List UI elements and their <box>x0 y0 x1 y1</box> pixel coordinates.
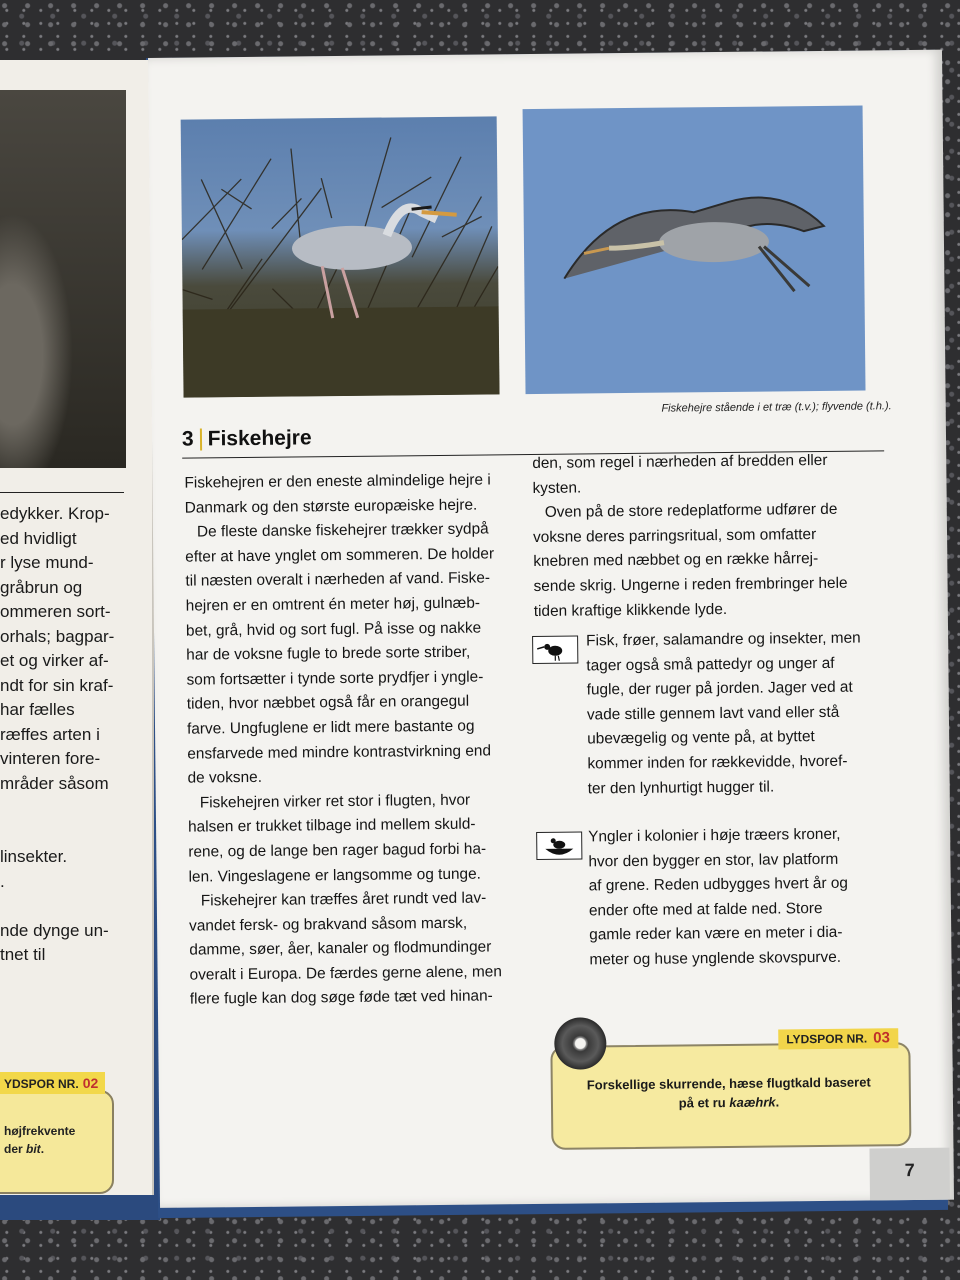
text-line: flere fugle kan dog søge føde tæt ved hinan- <box>189 987 493 1009</box>
left-text-line: linsekter. <box>0 847 68 866</box>
photo-caption: Fiskehejre stående i et træ (t.v.); flyvende (t.h.). <box>661 400 892 415</box>
sound-track-line-1: Forskellige skurrende, hæse flugtkald baseret <box>586 1074 871 1093</box>
bird-photo-left <box>0 90 126 468</box>
left-text-line: ndt for sin kraf- <box>0 675 114 695</box>
text-line: kysten. <box>532 479 582 497</box>
sound-text-left: højfrekvente der bit. <box>4 1124 76 1156</box>
text-line: sende skrig. Ungerne i reden frembringer hele <box>533 574 848 595</box>
text-line: Oven på de store redeplatforme udfører de <box>544 500 838 522</box>
text-line: rene, og de lange ben rager bagud forbi ha- <box>188 840 487 861</box>
text-line: fugle, der ruger på jorden. Jager ved at <box>586 678 853 699</box>
text-line: den, som regel i nærheden af bredden eller <box>532 451 828 472</box>
heron-in-flight-image <box>523 106 866 395</box>
left-text-line: edykker. Krop- <box>0 504 110 523</box>
nest-bird-icon <box>536 831 582 859</box>
left-text-line: tnet til <box>0 945 46 964</box>
heron-standing-photo <box>181 116 500 397</box>
left-text-line <box>0 821 140 846</box>
text-line: hejren er en omtrent én meter høj, gulnæb- <box>185 594 481 615</box>
right-page <box>148 50 954 1208</box>
cd-icon <box>554 1017 607 1070</box>
text-line: tiden, hvor næbbet også får en orangegul <box>186 693 470 713</box>
text-line: efter at have ynglet om sommeren. De holder <box>185 545 495 566</box>
left-text-line <box>0 796 140 821</box>
species-heading <box>182 426 312 451</box>
left-text-line: ræffes arten i <box>0 724 100 744</box>
heading-separator <box>200 428 202 450</box>
left-page-text <box>0 502 140 968</box>
text-line: Fiskehejren er den eneste almindelige hejre i <box>184 471 491 492</box>
page-number: 7 <box>869 1148 950 1201</box>
left-text-line: gråbrun og <box>0 577 83 597</box>
text-line: ubevægelig og vente på, at byttet <box>587 728 815 748</box>
text-line: gamle reder kan være en meter i dia- <box>589 924 843 944</box>
species-number: 3 <box>181 427 194 451</box>
sound-track-label: LYDSPOR NR. 03 <box>778 1028 898 1049</box>
text-line: knebren med næbbet og en række hårrej- <box>533 550 819 571</box>
left-text-line: ed hvidligt <box>0 528 77 548</box>
text-line: Danmark og den største europæiske hejre. <box>184 496 478 517</box>
left-text-line: r lyse mund- <box>0 553 94 572</box>
text-line: har de voksne fugle to brede sorte striber, <box>186 643 471 664</box>
text-line: damme, søer, åer, kanaler og flodmundinger <box>189 938 492 959</box>
heron-in-tree-image <box>181 116 500 397</box>
sound-track-line-2: på et ru kaæhrk. <box>678 1094 780 1111</box>
text-line: til næsten overalt i nærheden af vand. Fiske- <box>185 569 491 591</box>
left-text-line: et og virker af- <box>0 651 109 670</box>
text-line: Yngler i kolonier i høje træers kroner, <box>588 825 841 846</box>
text-line: voksne deres parringsritual, som omfatter <box>532 525 817 546</box>
text-line: tager også små pattedyr og unger af <box>586 654 835 675</box>
text-line: ender ofte med at falde ned. Store <box>588 899 823 920</box>
left-page <box>0 60 154 1195</box>
left-text-line: mråder såsom <box>0 773 109 793</box>
sound-track-description <box>551 1072 907 1114</box>
text-line: af grene. Reden udbygges hvert år og <box>588 874 849 895</box>
food-text <box>586 627 862 802</box>
left-text-line: . <box>0 871 5 891</box>
text-line: farve. Ungfuglene er lidt mere bastante og <box>186 717 475 738</box>
left-text-line: ommeren sort- <box>0 602 111 621</box>
text-line: halsen er trukket tilbage ind mellem skuld- <box>187 815 476 836</box>
text-line: ter den lynhurtigt hugger til. <box>587 778 775 797</box>
nesting-text <box>588 823 849 973</box>
text-line: de voksne. <box>187 768 263 787</box>
left-text-line: vinteren fore- <box>0 749 101 768</box>
species-title: Fiskehejre <box>207 426 312 451</box>
food-bird-icon <box>532 636 578 664</box>
text-line: vade stille gennem lavt vand eller stå <box>586 703 840 724</box>
text-line: hvor den bygger en stor, lav platform <box>588 850 839 871</box>
text-line: Fiskehejren virker ret stor i flugten, hvor <box>199 791 471 812</box>
text-line: ensfarvede med mindre kontrastvirkning end <box>187 741 492 763</box>
text-line: len. Vingeslagene er langsomme og tunge. <box>188 865 481 886</box>
text-line: bet, grå, hvid og sort fugl. På isse og nakke <box>185 619 482 640</box>
title-rule-left <box>0 492 124 493</box>
text-column-right <box>532 449 848 624</box>
text-line: kommer inden for rækkevidde, hvoref- <box>587 752 848 773</box>
text-column-left <box>184 468 502 1012</box>
text-line: tiden kraftige klikkende lyde. <box>533 600 728 620</box>
text-line: vandet fersk- og brakvand såsom marsk, <box>189 914 468 935</box>
text-line: Fisk, frøer, salamandre og insekter, men <box>586 629 861 650</box>
sound-track-label-left: YDSPOR NR. 02 <box>0 1072 105 1094</box>
left-text-line: nde dynge un- <box>0 920 109 940</box>
left-text-line: har fælles <box>0 700 75 719</box>
text-line: overalt i Europa. De færdes gerne alene, men <box>189 963 502 984</box>
text-line: Fiskehejrer kan træffes året rundt ved lav- <box>200 889 487 910</box>
text-line: De fleste danske fiskehejrer trækker sydpå <box>196 520 489 541</box>
left-text-line: orhals; bagpar- <box>0 626 115 646</box>
left-text-line <box>0 894 140 919</box>
text-line: meter og huse ynglende skovspurve. <box>589 948 842 969</box>
heron-flying-photo <box>523 106 866 395</box>
text-line: som fortsætter i tynde sorte prydfjer i yngle- <box>186 668 484 689</box>
